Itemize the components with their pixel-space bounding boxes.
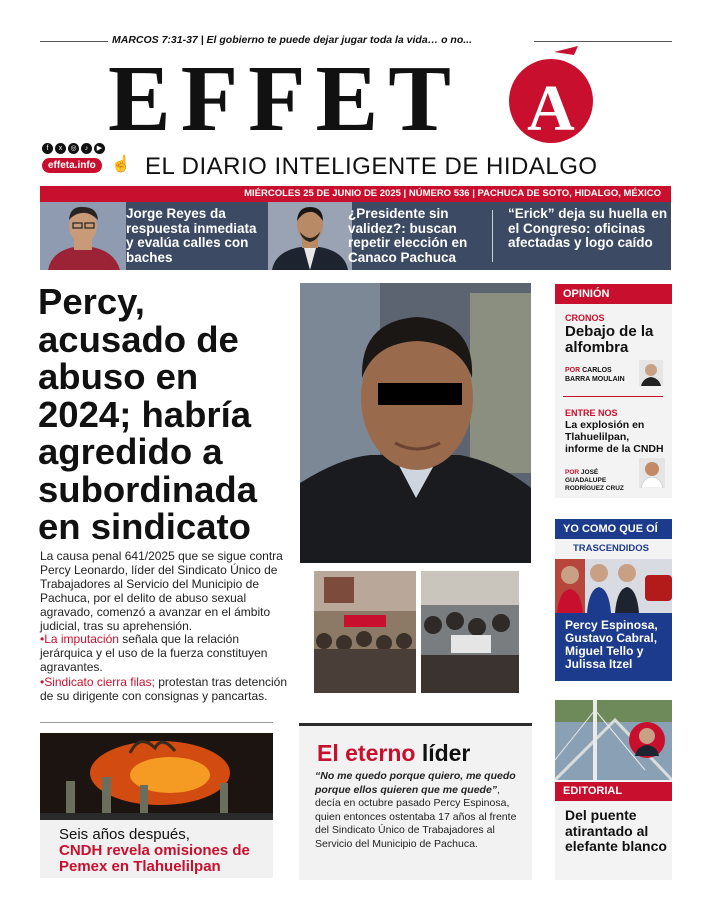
youtube-icon[interactable]: ▶ — [94, 143, 105, 154]
divider — [40, 722, 273, 723]
verse-line: MARCOS 7:31-37 | El gobierno te puede dejar jugar toda la vida… o no... — [112, 34, 472, 46]
opinion-2-title[interactable]: La explosión en Tlahuelilpan, informe de la CNDH — [565, 419, 664, 455]
opinion-1-title[interactable]: Debajo de la alfombra — [565, 323, 654, 356]
top-story-2-photo — [268, 202, 352, 270]
bullet-1-lead: La imputación — [44, 632, 119, 646]
protest-photo-2[interactable] — [421, 571, 519, 693]
tiktok-icon[interactable]: ♪ — [81, 143, 92, 154]
eterno-lider-card[interactable] — [299, 723, 532, 880]
opinion-1-byline — [565, 366, 635, 384]
logo-letter: A — [527, 72, 575, 144]
bullet-2-text: protestan tras detención de su dirigente con consignas y pancartas. — [40, 675, 288, 703]
dateline: MIÉRCOLES 25 DE JUNIO DE 2025 | NÚMERO 536 | PACHUCA DE SOTO, HIDALGO, MÉXICO — [40, 186, 671, 202]
top-news-bar — [40, 202, 671, 270]
trascendidos-label: TRASCENDIDOS — [573, 543, 650, 554]
eterno-title — [317, 740, 470, 767]
site-link[interactable]: effeta.info — [42, 158, 102, 173]
opinion-1-by: POR — [565, 367, 581, 374]
top-bar-divider — [492, 210, 493, 262]
bullet-2: •Sindicato cierra filas; protestan tras detención de su dirigente con consignas y pancartas. — [40, 675, 288, 703]
editorial-label: EDITORIAL — [555, 782, 672, 801]
eterno-title-red: El eterno — [317, 740, 416, 766]
editorial-title[interactable]: Del puente atirantado al elefante blanco — [565, 807, 667, 854]
verse-rule-left — [40, 41, 108, 42]
author-2-avatar — [639, 458, 665, 488]
trascendidos-names-box[interactable] — [555, 613, 672, 681]
bullet-1: •La imputación señala que la relación jerárquica y el uso de la fuerza constituyen agravantes. — [40, 632, 268, 674]
masthead-title[interactable]: EFFET — [108, 47, 461, 151]
eterno-quote: “No me quedo porque quiero, me quedo porque ellos quieren que me quede” — [315, 770, 516, 796]
social-icons — [42, 143, 105, 154]
top-story-3[interactable] — [500, 202, 671, 270]
opinion-2-by: POR — [565, 469, 580, 476]
masthead-logo-a[interactable] — [502, 46, 600, 144]
pointer-hand-icon: ☝ — [111, 156, 131, 173]
bullet-1-text: señala que la relación jerárquica y el uso de la fuerza constituyen agravantes. — [40, 632, 268, 674]
top-story-2[interactable] — [268, 202, 488, 270]
eterno-text — [315, 770, 520, 851]
trascendidos-names: Percy Espinosa, Gustavo Cabral, Miguel Tello y Julissa Itzel — [565, 618, 658, 671]
opinion-2-section: ENTRE NOS — [565, 408, 618, 418]
protest-photo-1[interactable] — [314, 571, 416, 693]
fire-headline[interactable]: CNDH revela omisiones de Pemex en Tlahuelilpan — [59, 842, 250, 875]
x-icon[interactable]: x — [55, 143, 66, 154]
main-lede: La causa penal 641/2025 que se sigue contra Percy Leonardo, líder del Sindicato Único de Trabajadores al Servicio del Municipio de Pachuca, por el delito de abuso sexual agravado, comenzó a avanzar en el ámbito judicial, tras su aprehensión. — [40, 549, 283, 633]
main-photo[interactable] — [300, 283, 531, 713]
bullet-2-lead: Sindicato cierra filas; — [44, 675, 155, 689]
top-story-1-photo — [40, 202, 126, 270]
top-story-3-text: “Erick” deja su huella en el Congreso: oficinas afectadas y logo caído — [508, 206, 668, 250]
editorial-photo — [555, 700, 672, 780]
facebook-icon[interactable]: f — [42, 143, 53, 154]
opinion-divider — [563, 396, 663, 397]
instagram-icon[interactable]: ◎ — [68, 143, 79, 154]
editorial-box[interactable] — [555, 700, 672, 880]
opinion-box — [555, 284, 672, 498]
main-headline[interactable]: Percy, acusado de abuso en 2024; habría agredido a subordinada en sindicato — [38, 281, 258, 547]
fire-story-card[interactable] — [40, 733, 273, 878]
opinion-2-author: JOSÉ GUADALUPE RODRÍGUEZ CRUZ — [565, 469, 624, 492]
trascendidos-box — [555, 519, 672, 681]
top-story-2-text: ¿Presidente sin validez?: buscan repetir elección en Canaco Pachuca — [348, 206, 468, 265]
author-1-avatar — [639, 360, 663, 386]
fire-kicker: Seis años después, — [59, 826, 190, 843]
verse-rule-right — [534, 41, 672, 42]
tagline: EL DIARIO INTELIGENTE DE HIDALGO — [145, 153, 598, 180]
top-story-1[interactable] — [40, 202, 262, 270]
trascendidos-photo — [555, 559, 672, 613]
top-story-1-text: Jorge Reyes da respuesta inmediata y evalúa calles con baches — [126, 206, 257, 265]
opinion-1-section: CRONOS — [565, 313, 605, 323]
opinion-label: OPINIÓN — [555, 284, 672, 304]
eterno-title-dark: líder — [421, 740, 471, 766]
ycq-label: YO COMO QUE OÍ — [555, 519, 672, 539]
opinion-2-byline — [565, 469, 641, 493]
eterno-body: , decía en octubre pasado Percy Espinosa, quien entonces ostentaba 17 años al frente del Sindicato Único de Trabajadores al Servicio del Municipio de Pachuca. — [315, 783, 517, 850]
fire-photo — [40, 733, 273, 820]
opinion-1-author: CARLOS BARRA MOULAIN — [565, 367, 625, 383]
